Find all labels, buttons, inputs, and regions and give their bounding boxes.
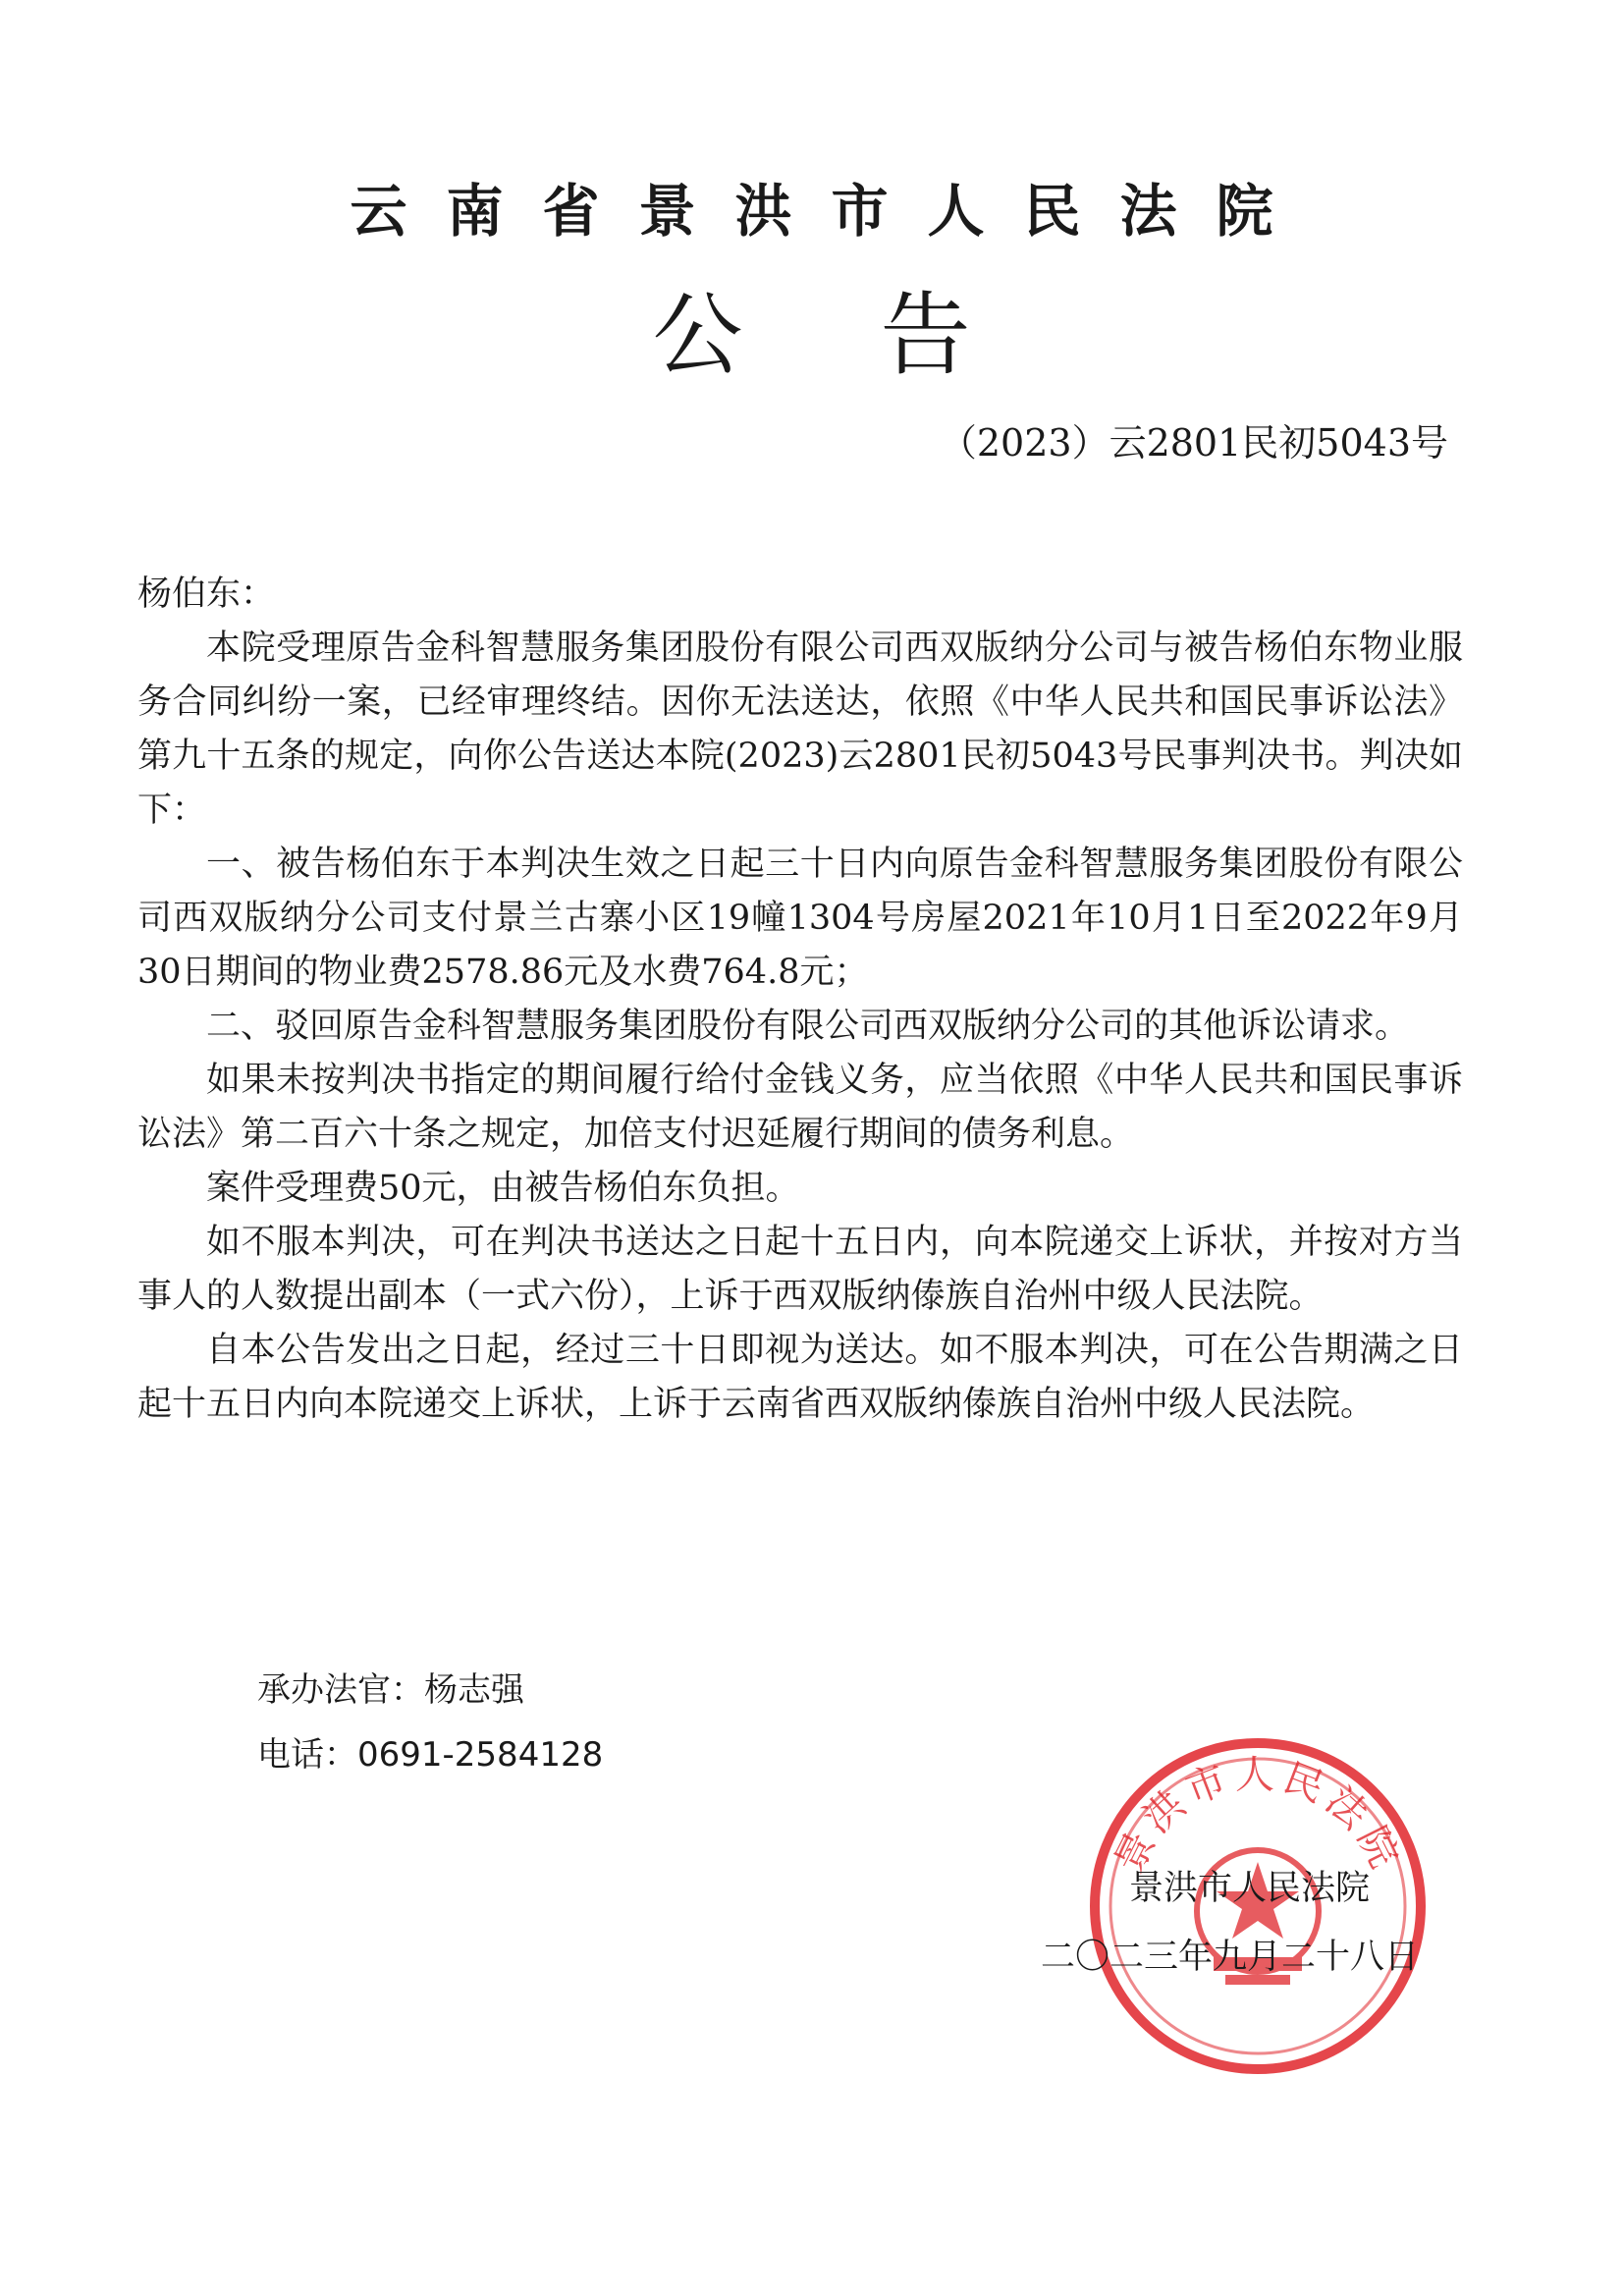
document-type-heading: 公告 [652, 283, 1109, 388]
paragraph-judgment-1: 一、被告杨伯东于本判决生效之日起三十日内向原告金科智慧服务集团股份有限公司西双版纳分公司支付景兰古寨小区19幢1304号房屋2021年10月1日至2022年9月30日期间的物业费2578.86元及水费764.8元； [137, 845, 1463, 992]
contact-block [257, 1658, 603, 1787]
paragraph-service: 自本公告发出之日起，经过三十日即视为送达。如不服本判决，可在公告期满之日起十五日内向本院递交上诉状，上诉于云南省西双版纳傣族自治州中级人民法院。 [137, 1331, 1463, 1424]
paragraph-interest: 如果未按判决书指定的期间履行给付金钱义务，应当依照《中华人民共和国民事诉讼法》第二百六十条之规定，加倍支付迟延履行期间的债务利息。 [137, 1061, 1463, 1154]
court-name-heading: 云南省景洪市人民法院 [350, 178, 1313, 245]
signing-court: 景洪市人民法院 [1129, 1869, 1371, 1908]
case-number: （2023）云2801民初5043号 [939, 421, 1448, 465]
notice-body [137, 568, 1463, 1432]
paragraph-appeal: 如不服本判决，可在判决书送达之日起十五日内，向本院递交上诉状，并按对方当事人的人数提出副本（一式六份），上诉于西双版纳傣族自治州中级人民法院。 [137, 1223, 1463, 1316]
judge-line: 承办法官：杨志强 [257, 1670, 524, 1710]
paragraph-intro: 本院受理原告金科智慧服务集团股份有限公司西双版纳分公司与被告杨伯东物业服务合同纠纷一案，已经审理终结。因你无法送达，依照《中华人民共和国民事诉讼法》第九十五条的规定，向你公告送达本院(2023)云2801民初5043号民事判决书。判决如下： [137, 629, 1463, 830]
phone-line: 电话：0691-2584128 [257, 1735, 604, 1775]
seal-text: 景洪市人民法院 [1106, 1752, 1410, 1881]
addressee: 杨伯东： [137, 574, 276, 614]
paragraph-fee: 案件受理费50元，由被告杨伯东负担。 [206, 1169, 800, 1208]
paragraph-judgment-2: 二、驳回原告金科智慧服务集团股份有限公司西双版纳分公司的其他诉讼请求。 [206, 1007, 1410, 1046]
signing-date: 二〇二三年九月二十八日 [1041, 1938, 1420, 1977]
